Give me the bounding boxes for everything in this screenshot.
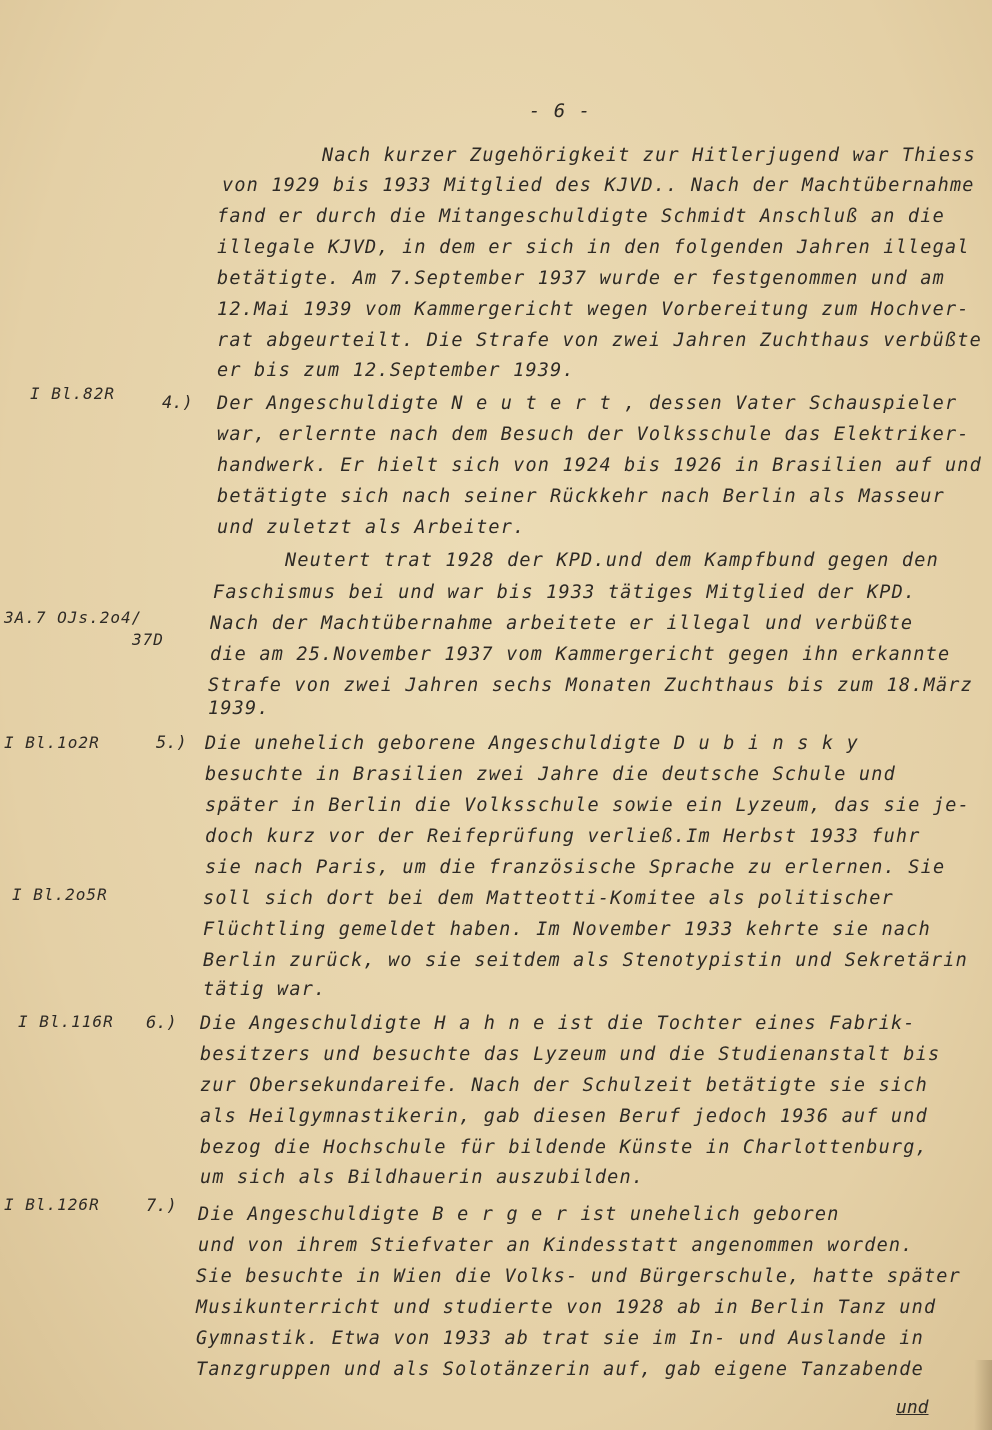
text-line: er bis zum 12.September 1939. [217,360,575,381]
margin-note: I Bl.126R [4,1195,100,1214]
text-line: Neutert trat 1928 der KPD.und dem Kampfbund gegen den [285,550,939,571]
text-line: Berlin zurück, wo sie seitdem als Stenotypistin und Sekretärin [203,950,968,971]
margin-note: 37D [132,630,164,649]
text-line: Gymnastik. Etwa von 1933 ab trat sie im In- und Auslande in [196,1328,924,1349]
text-line: Tanzgruppen und als Solotänzerin auf, gab eigene Tanzabende [196,1359,924,1380]
page-number: - 6 - [528,100,592,122]
text-line: fand er durch die Mitangeschuldigte Schmidt Anschluß an die [217,206,945,227]
text-line: Die Angeschuldigte B e r g e r ist unehelich geboren [198,1204,840,1225]
text-line: von 1929 bis 1933 Mitglied des KJVD.. Nach der Machtübernahme [222,175,975,196]
text-line: illegale KJVD, in dem er sich in den folgenden Jahren illegal [217,237,970,258]
text-line: die am 25.November 1937 vom Kammergericht gegen ihn erkannte [210,644,951,665]
text-line: später in Berlin die Volksschule sowie ein Lyzeum, das sie je- [205,795,970,816]
text-line: besitzers und besuchte das Lyzeum und die Studienanstalt bis [200,1044,941,1065]
margin-note: I Bl.1o2R [4,733,100,752]
text-line: 1939. [208,698,270,719]
continuation-word: und [896,1397,929,1418]
text-line: doch kurz vor der Reifeprüfung verließ.Im Herbst 1933 fuhr [205,826,921,847]
text-line: rat abgeurteilt. Die Strafe von zwei Jahren Zuchthaus verbüßte [217,330,982,351]
margin-note: I Bl.2o5R [12,885,108,904]
text-line: soll sich dort bei dem Matteotti-Komitee als politischer [203,888,894,909]
text-line: als Heilgymnastikerin, gab diesen Beruf jedoch 1936 auf und [200,1106,928,1127]
text-line: und von ihrem Stiefvater an Kindesstatt angenommen worden. [198,1235,914,1256]
text-line: handwerk. Er hielt sich von 1924 bis 1926 in Brasilien auf und [217,455,982,476]
text-line: Musikunterricht und studierte von 1928 ab in Berlin Tanz und [196,1297,937,1318]
margin-note: I Bl.82R [30,384,116,403]
text-line: besuchte in Brasilien zwei Jahre die deutsche Schule und [205,764,896,785]
text-line: Faschismus bei und war bis 1933 tätiges Mitglied der KPD. [213,582,917,603]
text-line: Strafe von zwei Jahren sechs Monaten Zuchthaus bis zum 18.März [208,675,973,696]
text-line: und zuletzt als Arbeiter. [217,517,526,538]
text-line: Die Angeschuldigte H a h n e ist die Tochter eines Fabrik- [200,1013,916,1034]
item-number: 5.) [156,733,187,753]
margin-note: I Bl.116R [18,1012,114,1031]
paper-edge-shadow [974,1360,992,1430]
text-line: betätigte sich nach seiner Rückkehr nach Berlin als Masseur [217,486,945,507]
text-line: Flüchtling gemeldet haben. Im November 1933 kehrte sie nach [203,919,931,940]
item-number: 4.) [162,393,193,413]
text-line: sie nach Paris, um die französische Sprache zu erlernen. Sie [205,857,946,878]
text-line: 12.Mai 1939 vom Kammergericht wegen Vorbereitung zum Hochver- [217,299,970,320]
margin-note: 3A.7 OJs.2o4/ [4,608,143,627]
item-number: 6.) [146,1013,177,1033]
text-line: Sie besuchte in Wien die Volks- und Bürgerschule, hatte später [196,1266,961,1287]
text-line: tätig war. [203,979,327,1000]
text-line: war, erlernte nach dem Besuch der Volksschule das Elektriker- [217,424,970,445]
text-line: bezog die Hochschule für bildende Künste in Charlottenburg, [200,1137,928,1158]
text-line: zur Obersekundareife. Nach der Schulzeit betätigte sie sich [200,1075,928,1096]
text-line: Die unehelich geborene Angeschuldigte D u b i n s k y [205,733,859,754]
text-line: Nach kurzer Zugehörigkeit zur Hitlerjugend war Thiess [322,145,976,166]
text-line: Der Angeschuldigte N e u t e r t , dessen Vater Schauspieler [217,393,958,414]
text-line: betätigte. Am 7.September 1937 wurde er festgenommen und am [217,268,945,289]
text-line: Nach der Machtübernahme arbeitete er illegal und verbüßte [210,613,914,634]
item-number: 7.) [146,1196,177,1216]
text-line: um sich als Bildhauerin auszubilden. [200,1167,645,1188]
